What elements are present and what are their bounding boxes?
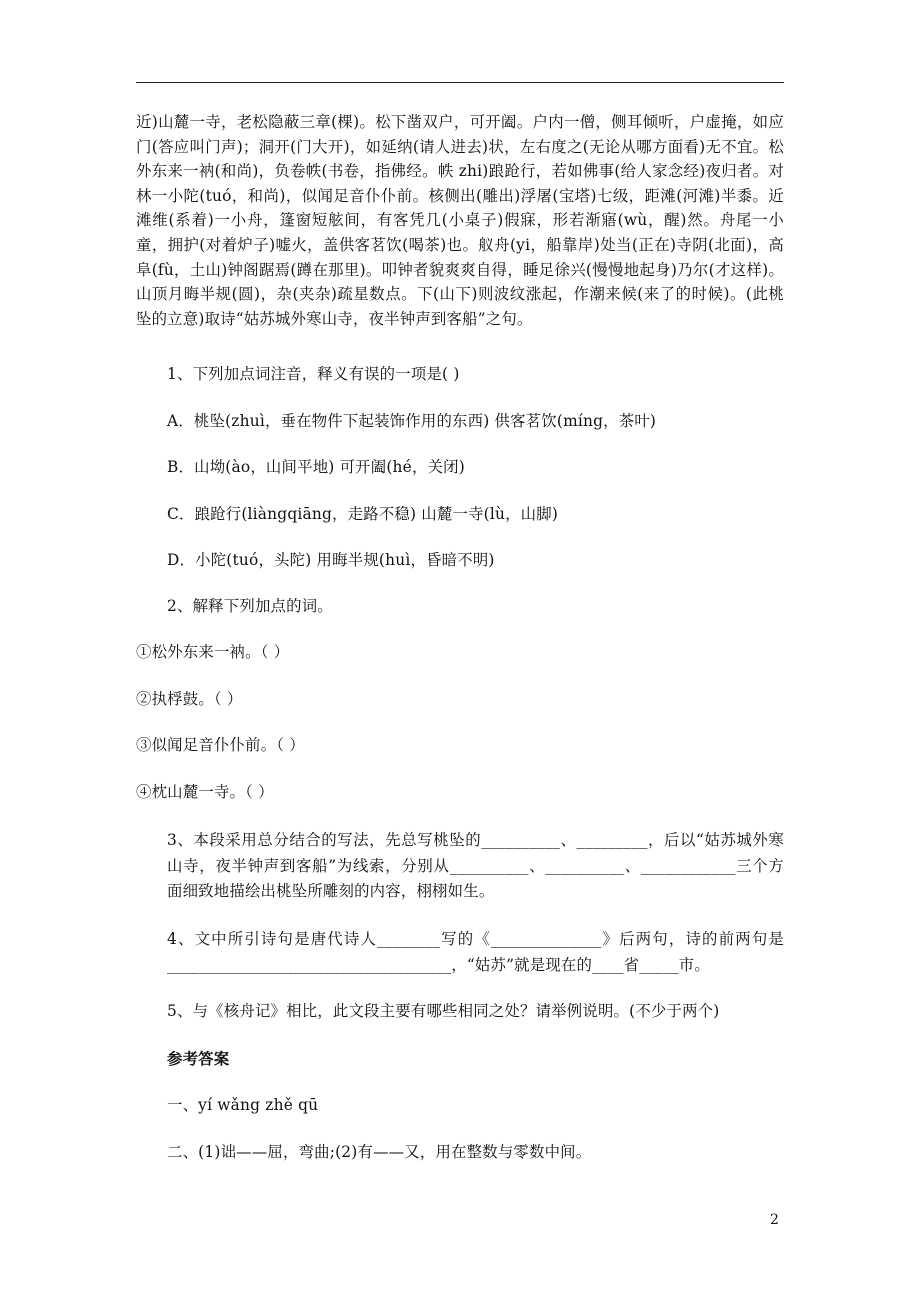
question-2-item-4: ④枕山麓一寺。（ ） (136, 783, 274, 801)
header-rule (136, 82, 784, 83)
question-5: 5、与《核舟记》相比，此文段主要有哪些相同之处？请举例说明。(不少于两个) (167, 1002, 720, 1020)
question-4: 4、文中所引诗句是唐代诗人________写的《______________》后两句，诗的前两句是____________________________________，“姑苏”就是现在的____省_____市。 (167, 930, 784, 974)
question-2-item-3: ③似闻足音仆仆前。（ ） (136, 736, 305, 754)
answer-item-2: 二、(1)诎——屈，弯曲;(2)有——又，用在整数与零数中间。 (167, 1143, 592, 1161)
question-2-item-2: ②执桴鼓。（ ） (136, 690, 243, 708)
question-1-stem: 1、下列加点词注音，释义有误的一项是( ) (167, 365, 460, 383)
question-2-item-1: ①松外东来一衲。（ ） (136, 643, 290, 661)
question-1-option-b: B．山坳(ào，山间平地) 可开阖(hé，关闭) (167, 458, 465, 476)
question-3: 3、本段采用总分结合的写法，先总写桃坠的__________、_________，后以“姑苏城外寒山寺，夜半钟声到客船”为线索，分别从__________、__________、____________三个方面细致地描绘出桃坠所雕刻的内容，栩栩如生。 (167, 831, 784, 900)
question-2-stem: 2、解释下列加点的词。 (167, 597, 333, 615)
answer-heading: 参考答案 (167, 1050, 230, 1068)
answer-item-1: 一、yí wǎng zhě qū (167, 1096, 319, 1114)
passage-text: 近)山麓一寺，老松隐蔽三章(棵)。松下凿双户，可开阖。户内一僧，侧耳倾听，户虚掩，如应门(答应叫门声)；洞开(门大开)，如延纳(请人进去)状，左右度之(无论从哪方面看)无不宜。松外东来一衲(和尚)，负卷帙(书卷，指佛经。帙 zhi)踉跄行，若如佛事(给人家念经)夜归者。对林一小陀(tuó，和尚)，似闻足音仆仆前。核侧出(雕出)浮屠(宝塔)七级，距滩(河滩)半黍。近滩维(系着)一小舟，篷窗短舷间，有客凭几(小桌子)假寐，形若渐寤(wù，醒)然。舟尾一小童，拥护(对着炉子)嘘火，盖供客茗饮(喝茶)也。舣舟(yi，船靠岸)处当(正在)寺阴(北面)，高阜(fù，土山)钟阁踞焉(蹲在那里)。叩钟者貌爽爽自得，睡足徐兴(慢慢地起身)乃尔(才这样)。山顶月晦半规(圆)，杂(夹杂)疏星数点。下(山下)则波纹涨起，作潮来候(来了的时候)。(此桃坠的立意)取诗“姑苏城外寒山寺，夜半钟声到客船”之句。 (136, 113, 784, 328)
page-number: 2 (770, 1212, 779, 1228)
question-1-option-c: C．踉跄行(liàngqiāng，走路不稳) 山麓一寺(lù，山脚) (167, 505, 559, 523)
question-1-option-d: D．小陀(tuó，头陀) 用晦半规(huì，昏暗不明) (167, 551, 495, 569)
question-1-option-a: A．桃坠(zhuì，垂在物件下起装饰作用的东西) 供客茗饮(míng，茶叶) (167, 412, 657, 430)
